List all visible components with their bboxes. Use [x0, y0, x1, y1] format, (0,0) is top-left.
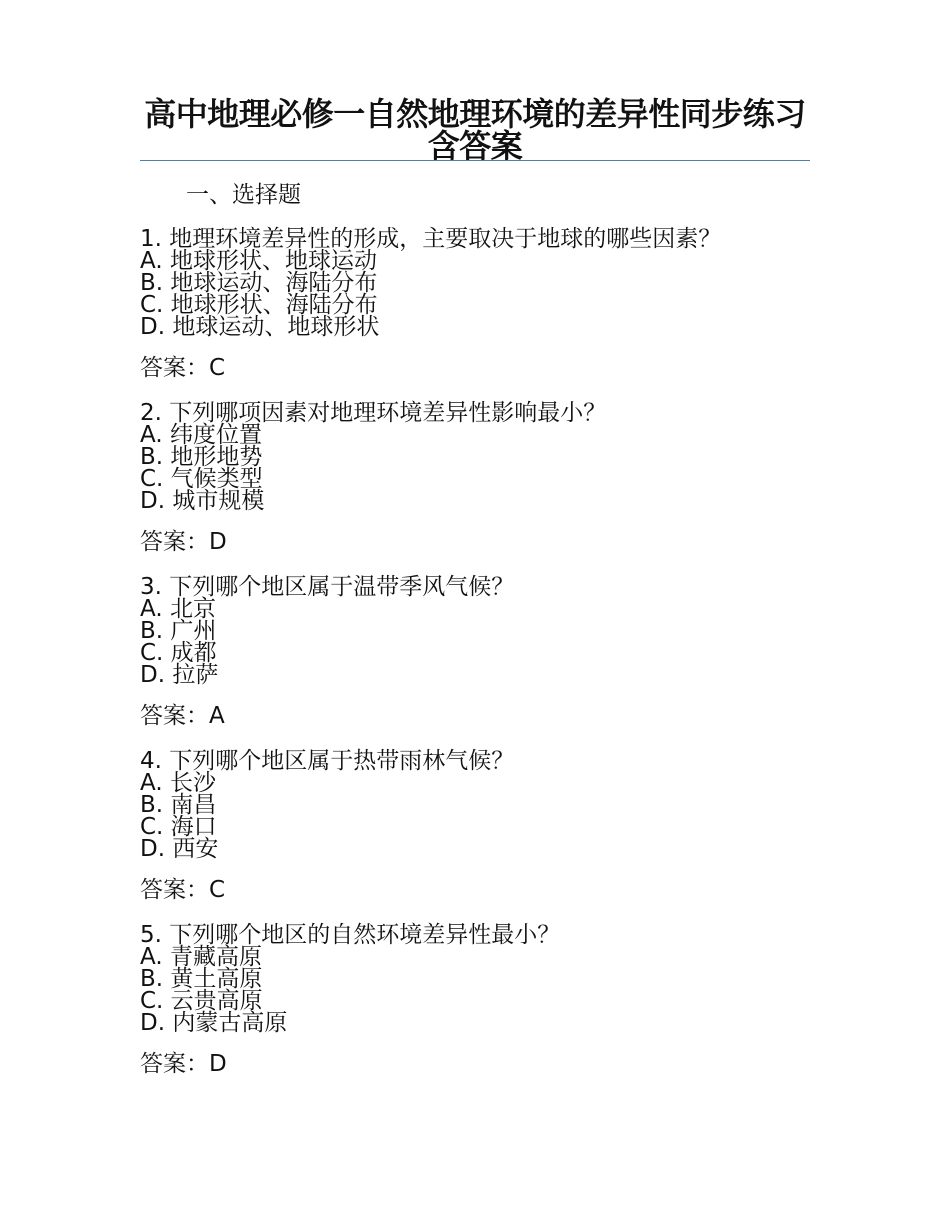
question-stem: 3. 下列哪个地区属于温带季风气候？	[140, 574, 515, 600]
option-d: D. 城市规模	[140, 488, 265, 514]
question-2	[140, 402, 606, 512]
document-title: 高中地理必修一自然地理环境的差异性同步练习含答案	[144, 95, 806, 165]
answer-2: 答案：D	[140, 529, 227, 555]
option-b: B. 黄土高原	[140, 966, 263, 992]
option-d: D. 内蒙古高原	[140, 1010, 288, 1036]
answer-5: 答案：D	[140, 1051, 227, 1077]
option-d: D. 拉萨	[140, 662, 219, 688]
option-d: D. 地球运动、地球形状	[140, 314, 380, 340]
option-c: C. 海口	[140, 814, 217, 840]
option-c: C. 地球形状、海陆分布	[140, 292, 378, 318]
option-b: B. 地球运动、海陆分布	[140, 270, 378, 296]
option-a: A. 长沙	[140, 770, 216, 796]
question-1	[140, 228, 721, 338]
option-a: A. 北京	[140, 596, 216, 622]
option-b: B. 广州	[140, 618, 217, 644]
option-b: B. 地形地势	[140, 444, 263, 470]
question-4	[140, 750, 514, 860]
title-underline	[140, 160, 810, 161]
option-a: A. 纬度位置	[140, 422, 262, 448]
question-stem: 1. 地理环境差异性的形成，主要取决于地球的哪些因素？	[140, 226, 722, 252]
question-stem: 5. 下列哪个地区的自然环境差异性最小？	[140, 922, 561, 948]
question-stem: 2. 下列哪项因素对地理环境差异性影响最小？	[140, 400, 607, 426]
option-d: D. 西安	[140, 836, 219, 862]
option-c: C. 气候类型	[140, 466, 263, 492]
answer-3: 答案：A	[140, 703, 225, 729]
answer-4: 答案：C	[140, 877, 226, 903]
question-5	[140, 924, 560, 1034]
option-a: A. 青藏高原	[140, 944, 262, 970]
answer-1: 答案：C	[140, 355, 226, 381]
option-a: A. 地球形状、地球运动	[140, 248, 377, 274]
question-3	[140, 576, 514, 686]
option-c: C. 成都	[140, 640, 217, 666]
section-heading: 一、选择题	[186, 182, 301, 208]
option-b: B. 南昌	[140, 792, 217, 818]
option-c: C. 云贵高原	[140, 988, 263, 1014]
question-stem: 4. 下列哪个地区属于热带雨林气候？	[140, 748, 515, 774]
